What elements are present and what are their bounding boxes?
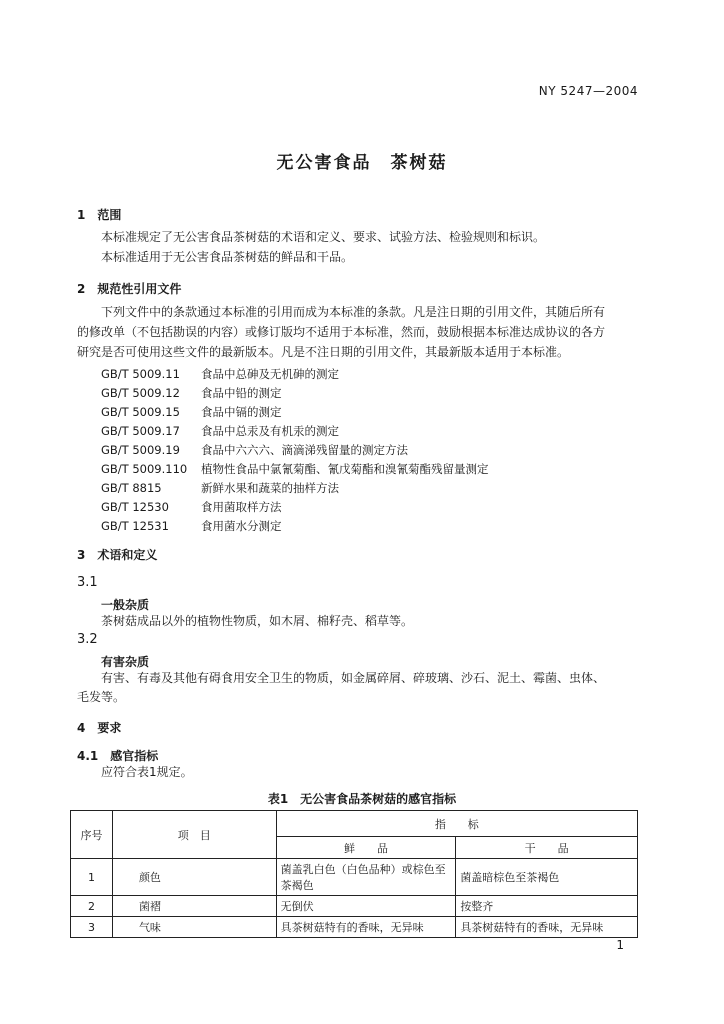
row-dry-value: 具茶树菇特有的香味，无异味 [456,917,638,938]
row-dry-value: 菌盖暗棕色至茶褐色 [456,859,638,896]
row-item: 菌褶 [112,896,276,917]
row-fresh-value: 菌盖乳白色（白色品种）或棕色至茶褐色 [276,859,456,896]
header-item: 项 目 [112,811,276,859]
reference-code: GB/T 5009.12 [101,386,180,400]
header-number: 序号 [71,811,113,859]
reference-item [101,499,282,515]
reference-title: 食品中总汞及有机汞的测定 [201,424,339,438]
section-4-heading: 4 要求 [77,721,122,735]
table-row [71,859,638,896]
definition-harmful-impurity-2: 毛发等。 [77,690,126,704]
reference-title: 食用菌取样方法 [201,500,282,514]
section-1-para-2: 本标准适用于无公害食品茶树菇的鲜品和干品。 [101,250,354,264]
standard-code: NY 5247—2004 [538,84,638,98]
section-2-line-2: 的修改单（不包括勘误的内容）或修订版均不适用于本标准，然而，鼓励根据本标准达成协议的各方 [77,325,606,339]
reference-code: GB/T 5009.15 [101,405,180,419]
reference-title: 食用菌水分测定 [201,519,282,533]
reference-code: GB/T 5009.11 [101,367,180,381]
sensory-index-table [70,810,638,938]
row-fresh-value: 无倒伏 [276,896,456,917]
reference-item [101,366,339,382]
table-row [71,917,638,938]
row-dry-value: 按整齐 [456,896,638,917]
clause-3-2-number: 3.2 [77,632,98,647]
reference-title: 新鲜水果和蔬菜的抽样方法 [201,481,339,495]
table-caption: 表1 无公害食品茶树菇的感官指标 [267,792,457,806]
header-index: 指 标 [276,811,637,837]
section-2-line-1: 下列文件中的条款通过本标准的引用而成为本标准的条款。凡是注日期的引用文件，其随后所有 [101,305,606,319]
section-1-heading: 1 范围 [77,208,122,222]
reference-code: GB/T 5009.17 [101,424,180,438]
row-number: 1 [71,859,113,896]
section-1-para-1: 本标准规定了无公害食品茶树菇的术语和定义、要求、试验方法、检验规则和标识。 [101,230,546,244]
clause-3-1-number: 3.1 [77,575,98,590]
header-dry: 干 品 [456,837,638,859]
row-item: 颜色 [112,859,276,896]
reference-title: 植物性食品中氯氰菊酯、氰戊菊酯和溴氰菊酯残留量测定 [201,462,489,476]
row-fresh-value: 具茶树菇特有的香味，无异味 [276,917,456,938]
definition-general-impurity: 茶树菇成品以外的植物性物质，如木屑、棉籽壳、稻草等。 [101,614,414,628]
reference-title: 食品中镉的测定 [201,405,282,419]
reference-code: GB/T 8815 [101,481,162,495]
clause-4-1-heading: 4.1 感官指标 [77,749,159,763]
reference-item [101,461,489,477]
header-fresh: 鲜 品 [276,837,456,859]
reference-item [101,404,282,420]
reference-title: 食品中铅的测定 [201,386,282,400]
reference-code: GB/T 12531 [101,519,169,533]
row-item: 气味 [112,917,276,938]
reference-title: 食品中六六六、滴滴涕残留量的测定方法 [201,443,408,457]
reference-title: 食品中总砷及无机砷的测定 [201,367,339,381]
page-number: 1 [616,938,624,952]
reference-item [101,518,282,534]
clause-4-1-text: 应符合表1规定。 [101,765,193,779]
reference-item [101,385,282,401]
section-2-heading: 2 规范性引用文件 [77,282,182,296]
reference-code: GB/T 5009.19 [101,443,180,457]
reference-item [101,480,339,496]
section-2-line-3: 研究是否可使用这些文件的最新版本。凡是不注日期的引用文件，其最新版本适用于本标准。 [77,345,570,359]
reference-item [101,442,408,458]
table-row [71,896,638,917]
term-general-impurity: 一般杂质 [101,598,150,612]
reference-item [101,423,339,439]
row-number: 3 [71,917,113,938]
row-number: 2 [71,896,113,917]
reference-code: GB/T 5009.110 [101,462,188,476]
document-title: 无公害食品 茶树菇 [276,153,448,173]
section-3-heading: 3 术语和定义 [77,548,158,562]
definition-harmful-impurity-1: 有害、有毒及其他有碍食用安全卫生的物质，如金属碎屑、碎玻璃、沙石、泥土、霉菌、虫体、 [101,671,606,685]
term-harmful-impurity: 有害杂质 [101,655,150,669]
reference-code: GB/T 12530 [101,500,169,514]
